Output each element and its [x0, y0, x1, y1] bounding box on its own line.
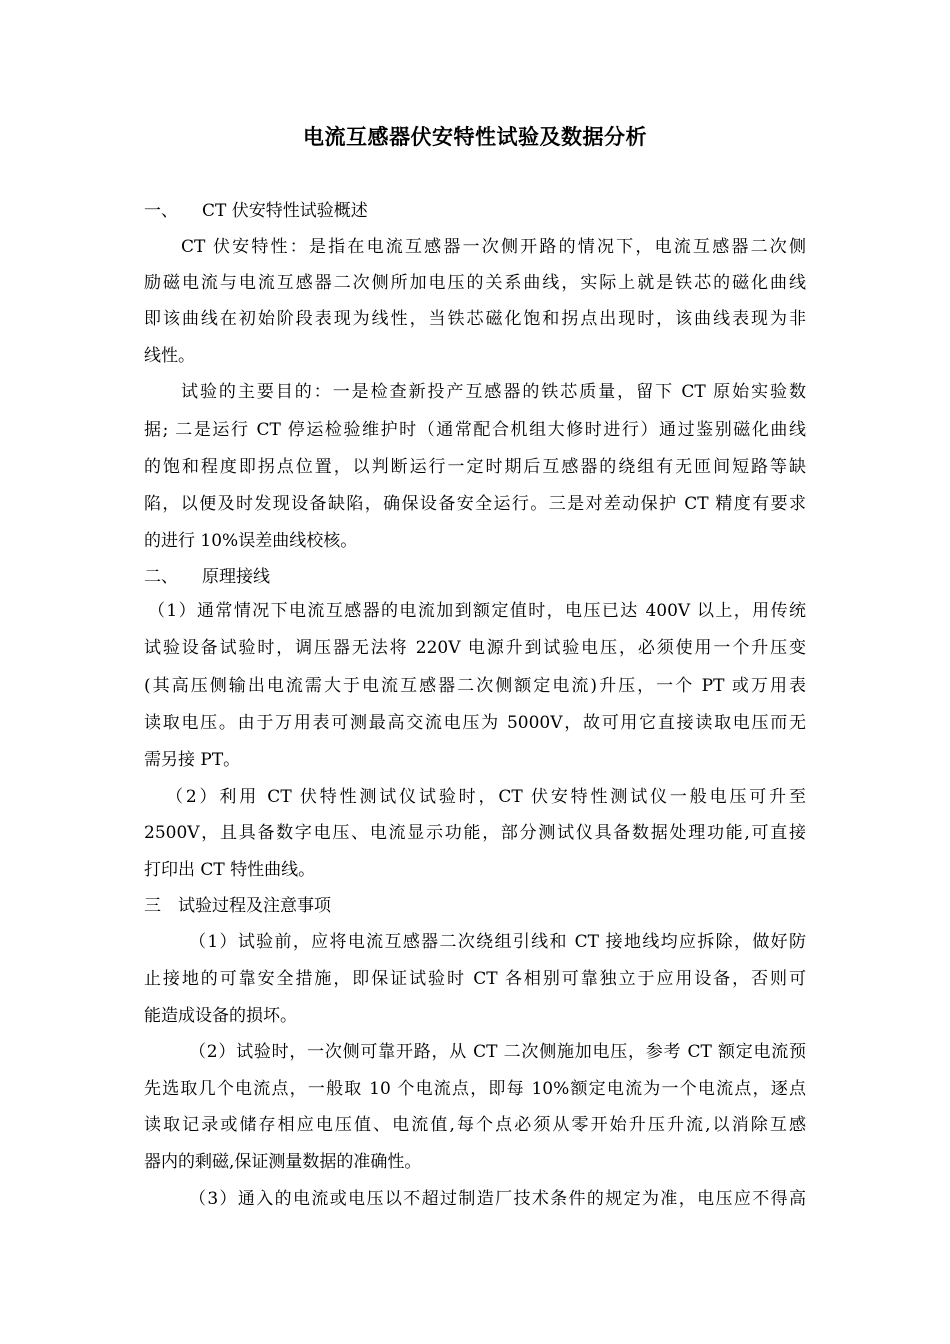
paragraph-line: 打印出 CT 特性曲线。 — [144, 860, 316, 880]
section-title: CT 伏安特性试验概述 — [202, 201, 368, 221]
paragraph-line: 先选取几个电流点，一般取 10 个电流点，即每 10%额定电流为一个电流点，逐点 — [144, 1079, 806, 1099]
paragraph-line: 陷，以便及时发现设备缺陷，确保设备安全运行。三是对差动保护 CT 精度有要求 — [144, 494, 806, 514]
paragraph-line: 读取记录或储存相应电压值、电流值,每个点必须从零开始升压升流,以消除互感 — [144, 1115, 806, 1135]
paragraph-line: 器内的剩磁,保证测量数据的准确性。 — [144, 1152, 422, 1172]
paragraph-line: 读取电压。由于万用表可测最高交流电压为 5000V，故可用它直接读取电压而无 — [144, 713, 806, 733]
paragraph-line: 试验的主要目的：一是检查新投产互感器的铁芯质量，留下 CT 原始实验数 — [181, 382, 806, 402]
paragraph-line: （3）通入的电流或电压以不超过制造厂技术条件的规定为准，电压应不得高 — [189, 1189, 806, 1209]
section-number: 一、 — [144, 201, 178, 221]
paragraph-line: 需另接 PT。 — [144, 750, 241, 770]
paragraph-line: (其高压侧输出电流需大于电流互感器二次侧额定电流)升压，一个 PT 或万用表 — [144, 676, 806, 696]
paragraph-line: （1）试验前，应将电流互感器二次绕组引线和 CT 接地线均应拆除，做好防 — [189, 932, 806, 952]
paragraph-line: 线性。 — [144, 346, 195, 366]
section-title: 原理接线 — [202, 567, 270, 587]
paragraph-line: 试验设备试验时，调压器无法将 220V 电源升到试验电压，必须使用一个升压变 — [144, 638, 806, 658]
paragraph-line: CT 伏安特性：是指在电流互感器一次侧开路的情况下，电流互感器二次侧 — [181, 237, 806, 257]
paragraph-line: 励磁电流与电流互感器二次侧所加电压的关系曲线，实际上就是铁芯的磁化曲线 — [144, 273, 806, 293]
paragraph-line: 即该曲线在初始阶段表现为线性，当铁芯磁化饱和拐点出现时，该曲线表现为非 — [144, 309, 806, 329]
paragraph-line: 能造成设备的损坏。 — [144, 1006, 297, 1026]
paragraph-line: 止接地的可靠安全措施，即保证试验时 CT 各相别可靠独立于应用设备，否则可 — [144, 969, 806, 989]
section-heading-2 — [144, 565, 270, 589]
paragraph-line: （2）利用 CT 伏特性测试仪试验时，CT 伏安特性测试仪一般电压可升至 — [166, 787, 806, 807]
section-heading-3: 三 试验过程及注意事项 — [144, 896, 331, 916]
paragraph-line: 的饱和程度即拐点位置，以判断运行一定时期后互感器的绕组有无匝间短路等缺 — [144, 457, 806, 477]
section-number: 二、 — [144, 567, 178, 587]
section-heading-1 — [144, 199, 368, 223]
paragraph-line: （2）试验时，一次侧可靠开路，从 CT 二次侧施加电压，参考 CT 额定电流预 — [189, 1042, 806, 1062]
document-title: 电流互感器伏安特性试验及数据分析 — [303, 124, 647, 149]
paragraph-line: 据; 二是运行 CT 停运检验维护时（通常配合机组大修时进行）通过鉴别磁化曲线 — [144, 420, 806, 440]
paragraph-line: （1）通常情况下电流互感器的电流加到额定值时，电压已达 400V 以上，用传统 — [148, 601, 806, 621]
paragraph-line: 的进行 10%误差曲线校核。 — [144, 531, 358, 551]
paragraph-line: 2500V，且具备数字电压、电流显示功能，部分测试仪具备数据处理功能,可直接 — [144, 823, 806, 843]
